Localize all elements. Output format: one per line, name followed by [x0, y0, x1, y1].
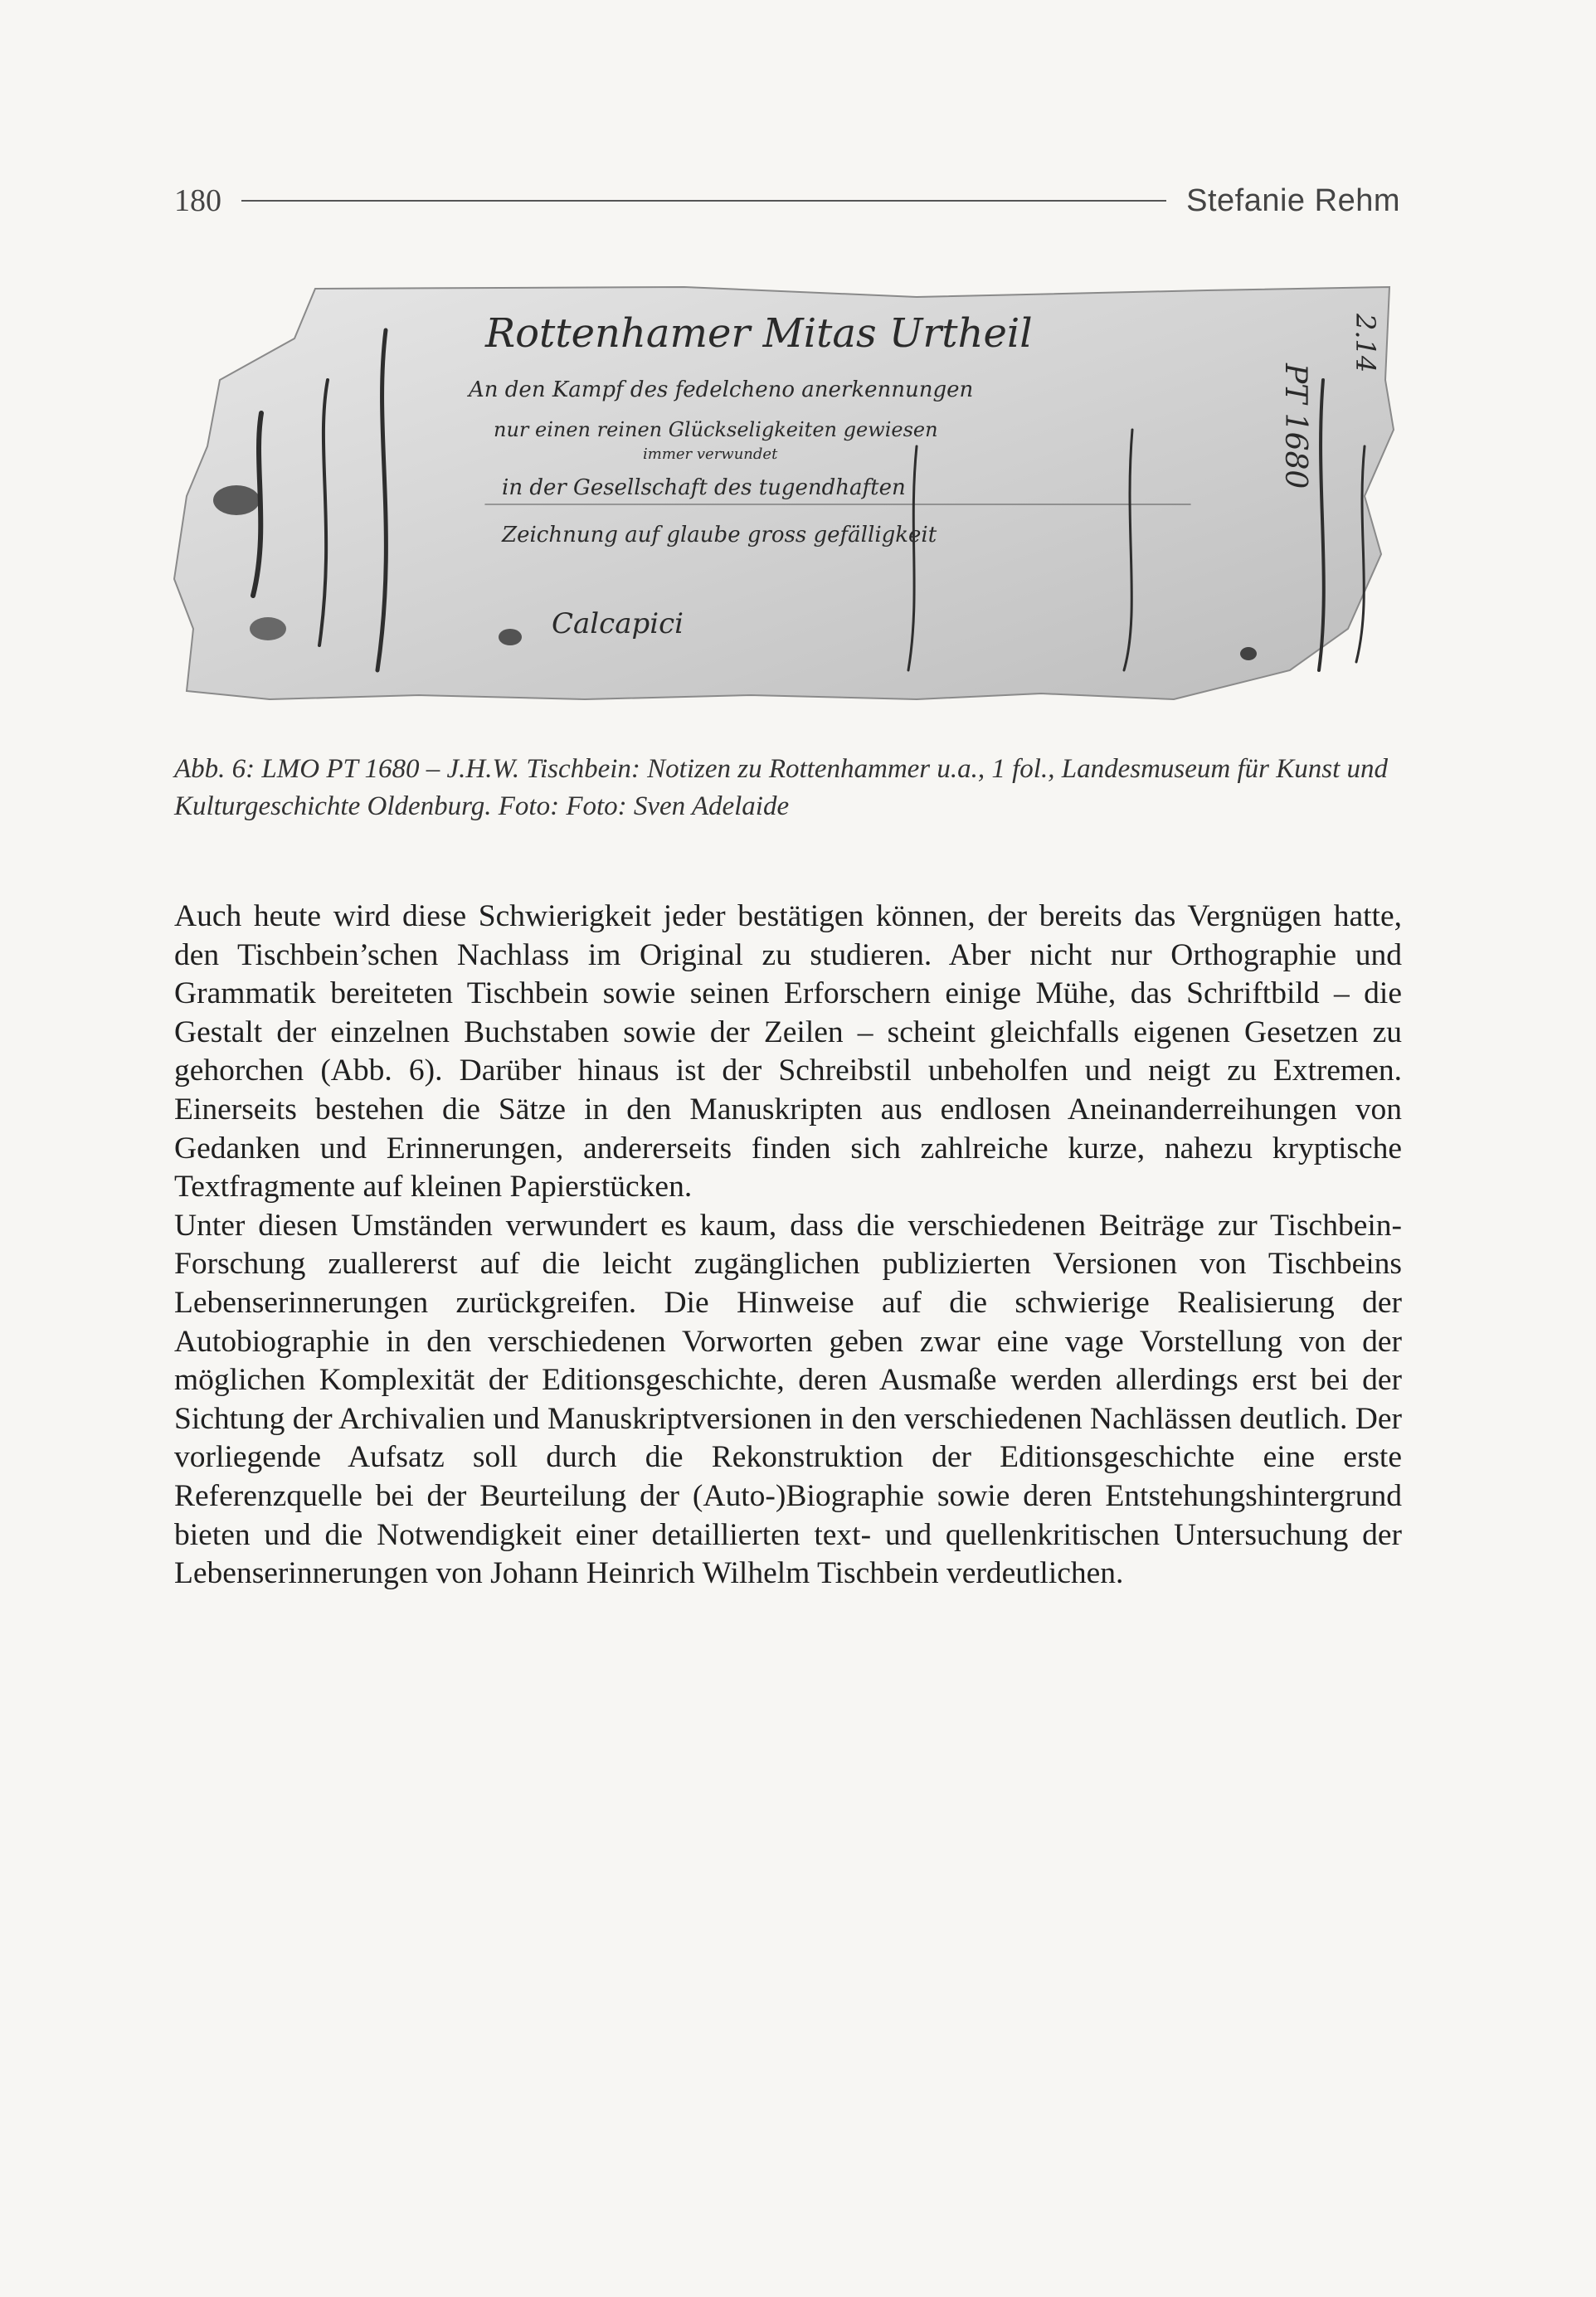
paragraph: Unter diesen Umständen verwundert es kaum, dass die verschiedenen Beiträge zur Tischbein-Forschung zuallererst auf die leicht zugänglichen publizierten Versionen von Tischbeins Lebenserinnerungen zurückgreifen. Die Hinweise auf die schwierige Realisierung der Autobiographie in den verschiedenen Vorworten geben zwar eine vage Vorstellung von der möglichen Komplexität der Editionsgeschichte, deren Ausmaße werden allerdings erst bei der Sichtung der Archivalien und Manuskriptversionen in den verschiedenen Nachlässen deutlich. Der vorliegende Aufsatz soll durch die Rekonstruktion der Editionsgeschichte eine erste Referenzquelle bei der Beurteilung der (Auto-)Biographie sowie deren Entstehungshintergrund bieten und die Notwendigkeit einer detaillierten text- und quellenkritischen Untersuchung der Lebenserinnerungen von Johann Heinrich Wilhelm Tischbein verdeutlichen.: [174, 1208, 1402, 1591]
side-note: 2.14: [1350, 314, 1381, 373]
paragraph: Auch heute wird diese Schwierigkeit jeder bestätigen können, der bereits das Vergnügen hatte, den Tischbein’schen Nachlass im Original zu studieren. Aber nicht nur Orthographie und Grammatik bereiteten Tischbein sowie seinen Erforschern einige Mühe, das Schriftbild – die Gestalt der einzelnen Buchstaben sowie der Zeilen – scheint gleichfalls eigenen Gesetzen zu gehorchen (Abb. 6). Darüber hinaus ist der Schreibstil unbeholfen und neigt zu Extremen. Einerseits bestehen die Sätze in den Manuskripten aus endlosen Aneinanderreihungen von Gedanken und Erinnerungen, andererseits finden sich zahlreiche kurze, nahezu kryptische Textfragmente auf kleinen Papierstücken.: [174, 899, 1402, 1204]
body-text: [174, 898, 1402, 1594]
header-rule: [241, 200, 1166, 202]
manuscript-line: An den Kampf des fedelcheno anerkennungen: [469, 377, 974, 402]
figure-caption: Abb. 6: LMO PT 1680 – J.H.W. Tischbein: Notizen zu Rottenhammer u.a., 1 fol., Landesmuseum für Kunst und Kulturgeschichte Oldenburg. Foto: Foto: Sven Adelaide: [174, 754, 1389, 821]
running-header: [174, 178, 1400, 223]
manuscript-line: immer verwundet: [643, 445, 778, 463]
manuscript-line: nur einen reinen Glückseligkeiten gewiesen: [494, 418, 938, 441]
page-number: 180: [174, 183, 221, 218]
manuscript-line: Calcapici: [552, 607, 684, 640]
manuscript-line: Rottenhamer Mitas Urtheil: [485, 310, 1033, 357]
manuscript-line: Zeichnung auf glaube gross gefälligkeit: [502, 523, 937, 547]
side-note: PT 1680: [1278, 363, 1312, 489]
running-title: Stefanie Rehm: [1186, 182, 1400, 218]
manuscript-figure: [170, 280, 1406, 712]
manuscript-line: in der Gesellschaft des tugendhaften: [502, 475, 906, 500]
